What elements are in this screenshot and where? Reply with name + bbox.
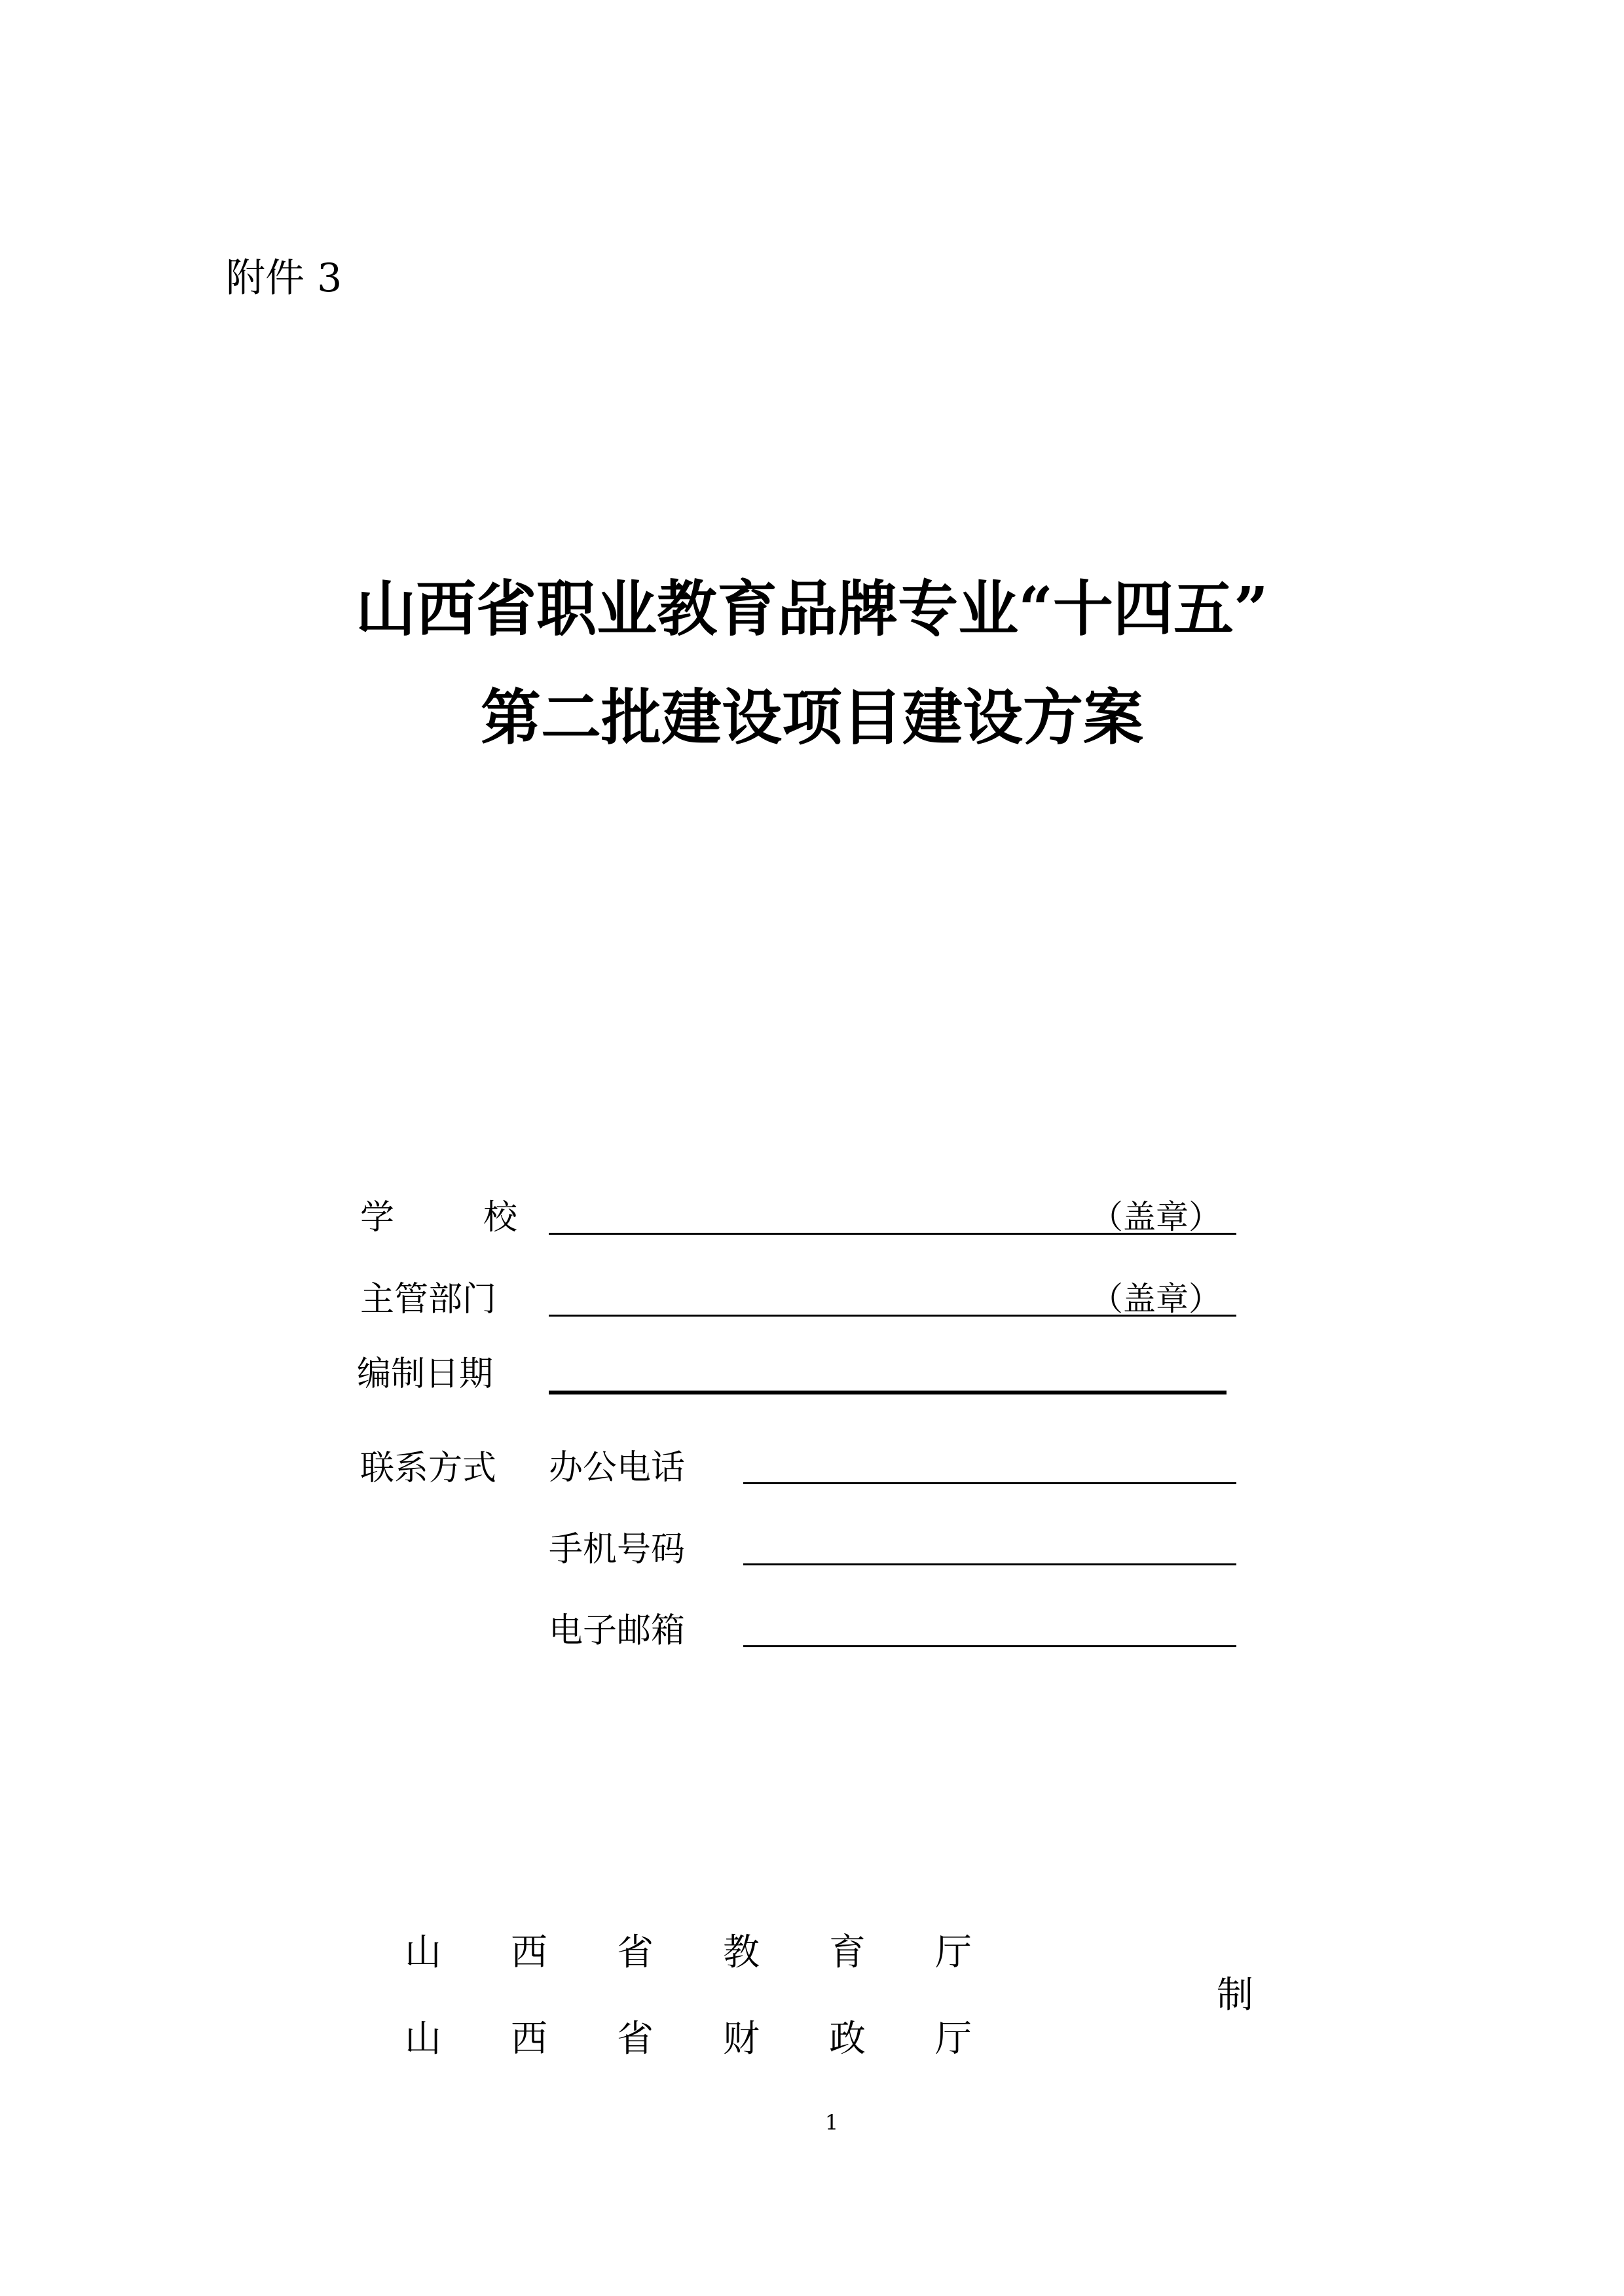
issuer-char: 省 <box>617 1931 654 1974</box>
title-line-2: 第二批建设项目建设方案 <box>480 682 1143 753</box>
issuer-char: 财 <box>723 2018 760 2060</box>
date-label: 编制日期 <box>357 1355 494 1394</box>
mobile-label: 手机号码 <box>549 1530 686 1569</box>
issued-by-label: 制 <box>1217 1974 1253 2016</box>
page-number: 1 <box>824 2110 839 2135</box>
attachment-label: 附件 3 <box>226 255 342 301</box>
school-label <box>360 1195 517 1241</box>
issuer-char: 育 <box>829 1931 866 1974</box>
school-label-char-1: 学 <box>360 1198 395 1237</box>
issuer-char: 厅 <box>935 1931 972 1974</box>
email-label: 电子邮箱 <box>549 1611 686 1650</box>
issuer-char: 西 <box>511 1931 547 1974</box>
issuer-char: 山 <box>405 2018 441 2060</box>
email-field[interactable] <box>743 1645 1236 1647</box>
issuer-char: 山 <box>405 1931 441 1974</box>
mobile-field[interactable] <box>743 1563 1236 1565</box>
office-phone-label: 办公电话 <box>549 1448 686 1487</box>
school-seal-note: （盖章） <box>1090 1198 1221 1236</box>
issuer-char: 教 <box>723 1931 760 1974</box>
contact-label: 联系方式 <box>360 1449 497 1488</box>
issuer-char: 政 <box>829 2018 866 2060</box>
date-field[interactable] <box>549 1391 1227 1394</box>
issuer-finance-department <box>405 2014 1041 2064</box>
authority-seal-note: （盖章） <box>1090 1280 1221 1318</box>
issuer-char: 厅 <box>935 2018 972 2060</box>
office-phone-field[interactable] <box>743 1482 1236 1484</box>
issuer-education-department <box>405 1928 1041 1978</box>
title-line-1: 山西省职业教育品牌专业“十四五” <box>356 574 1268 644</box>
issuer-char: 西 <box>511 2018 547 2060</box>
authority-label: 主管部门 <box>360 1280 497 1319</box>
school-label-char-2: 校 <box>483 1198 517 1237</box>
issuer-char: 省 <box>617 2018 654 2060</box>
